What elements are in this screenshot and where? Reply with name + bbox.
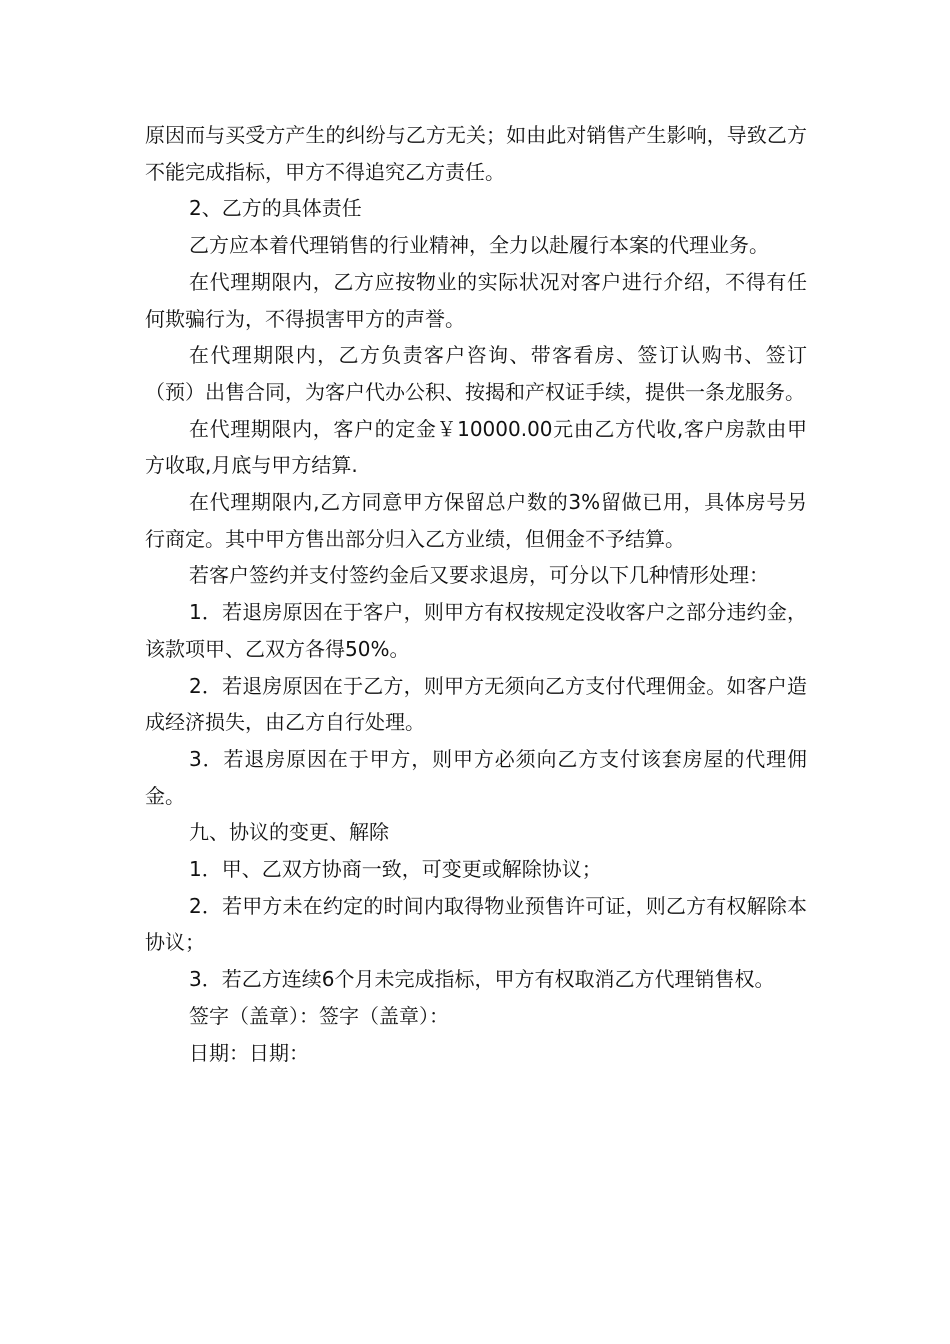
paragraph: 在代理期限内,乙方同意甲方保留总户数的3%留做已用，具体房号另行商定。其中甲方售出部分归入乙方业绩，但佣金不予结算。 [145, 490, 807, 551]
list-item: 3．若乙方连续6个月未完成指标，甲方有权取消乙方代理销售权。 [189, 967, 775, 992]
list-item: 2．若甲方未在约定的时间内取得物业预售许可证，则乙方有权解除本协议； [145, 893, 807, 955]
list-item: 2．若退房原因在于乙方，则甲方无须向乙方支付代理佣金。如客户造成经济损失，由乙方自行处理。 [145, 673, 807, 735]
paragraph: 在代理期限内，乙方应按物业的实际状况对客户进行介绍，不得有任何欺骗行为，不得损害甲方的声誉。 [145, 269, 807, 331]
paragraph: 若客户签约并支付签约金后又要求退房，可分以下几种情形处理： [189, 563, 769, 588]
paragraph: 乙方应本着代理销售的行业精神，全力以赴履行本案的代理业务。 [189, 233, 769, 258]
list-item: 3．若退房原因在于甲方，则甲方必须向乙方支付该套房屋的代理佣金。 [145, 746, 807, 808]
date-line: 日期：日期： [189, 1040, 309, 1065]
section-heading-party-b-responsibilities: 2、乙方的具体责任 [189, 196, 362, 221]
list-item: 1．甲、乙双方协商一致，可变更或解除协议； [189, 857, 602, 882]
paragraph: 在代理期限内，乙方负责客户咨询、带客看房、签订认购书、签订（预）出售合同，为客户代办公积、按揭和产权证手续，提供一条龙服务。 [145, 343, 807, 404]
list-item: 1．若退房原因在于客户，则甲方有权按规定没收客户之部分违约金，该款项甲、乙双方各得50%。 [145, 600, 807, 661]
document-body [145, 117, 807, 1071]
section-heading-change-termination: 九、协议的变更、解除 [189, 820, 389, 845]
paragraph-continuation: 原因而与买受方产生的纠纷与乙方无关；如由此对销售产生影响，导致乙方不能完成指标，甲方不得追究乙方责任。 [145, 123, 807, 184]
signature-line: 签字（盖章）：签字（盖章）： [189, 1003, 449, 1028]
paragraph: 在代理期限内，客户的定金￥10000.00元由乙方代收,客户房款由甲方收取,月底与甲方结算. [145, 416, 807, 478]
